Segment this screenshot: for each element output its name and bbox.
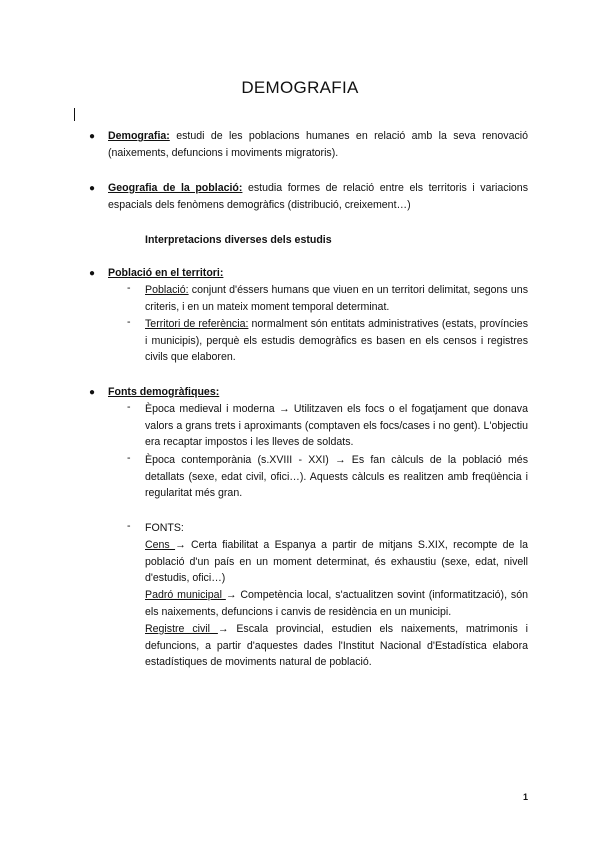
fonts-label: FONTS: <box>145 522 184 534</box>
definition-territori <box>145 316 528 366</box>
heading-poblacio-territori: Població en el territori: <box>108 267 224 279</box>
dash-marker: - <box>127 316 131 328</box>
text-demografia: estudi de les poblacions humanes en relació amb la seva renovació (naixements, defuncions i moviments migratoris). <box>108 130 528 159</box>
source-registre <box>145 621 528 671</box>
term-geografia: Geografia de la població: <box>108 182 243 194</box>
term-cens: Cens <box>145 539 176 551</box>
dash-marker: - <box>127 282 131 294</box>
dash-marker: - <box>127 452 131 464</box>
text-registre: → Escala provincial, estudien els naixements, matrimonis i defuncions, a partir d'aquestes dades l'Institut Nacional d'Estadística elabora estadístiques de moviments natural de població. <box>145 623 528 668</box>
definition-demografia <box>108 128 528 161</box>
text-geografia: estudia formes de relació entre els territoris i variacions espacials dels fenòmens demogràfics (distribució, creixement…) <box>108 182 528 211</box>
definition-geografia <box>108 180 528 213</box>
bullet-icon: ● <box>89 183 96 194</box>
term-registre: Registre civil <box>145 623 218 635</box>
term-territori: Territori de referència: <box>145 318 249 330</box>
source-cens <box>145 537 528 587</box>
dash-marker: - <box>127 520 131 532</box>
bullet-icon: ● <box>89 131 96 142</box>
term-demografia: Demografia: <box>108 130 170 142</box>
text-cursor <box>74 108 75 121</box>
term-poblacio: Població: <box>145 284 189 296</box>
subheading: Interpretacions diverses dels estudis <box>145 234 332 246</box>
text-territori: normalment són entitats administratives (estats, províncies i municipis), perquè els estudis demogràfics es basen en els censos i registres civils que elaboren. <box>145 318 528 363</box>
dash-marker: - <box>127 401 131 413</box>
heading-fonts-demografiques: Fonts demogràfiques: <box>108 386 220 398</box>
page-title: DEMOGRAFIA <box>241 78 359 97</box>
bullet-icon: ● <box>89 387 96 398</box>
text-padro: → Competència local, s'actualitzen sovint (informatització), són els naixements, defuncions i canvis de residència en un municipi. <box>145 589 529 618</box>
bullet-icon: ● <box>89 268 96 279</box>
definition-poblacio <box>145 282 528 315</box>
text-epoca-contemporania: Època contemporània (s.XVIII - XXI) → Es fan càlculs de la població més detallats (sexe, edat civil, ofici…). Aquests càlculs es realitzen amb freqüència i regularitat més gran. <box>145 454 528 499</box>
text-poblacio: conjunt d'éssers humans que viuen en un territori delimitat, segons uns criteris, i en un mateix moment temporal determinat. <box>145 284 528 313</box>
page-number: 1 <box>523 792 529 802</box>
source-padro <box>145 587 528 620</box>
text-cens: → Certa fiabilitat a Espanya a partir de mitjans S.XIX, recompte de la població d'un país en un moment determinat, és exhaustiu (sexe, edat, nivell d'estudis, ofici…) <box>145 539 528 584</box>
term-padro: Padró municipal <box>145 589 226 601</box>
text-epoca-medieval: Època medieval i moderna → Utilitzaven els focs o el fogatjament que donava valors a grans trets i aproximants (comptaven els focs/cases i no gent). L'objectiu era recaptar impostos i les lleves de soldats. <box>145 403 528 448</box>
